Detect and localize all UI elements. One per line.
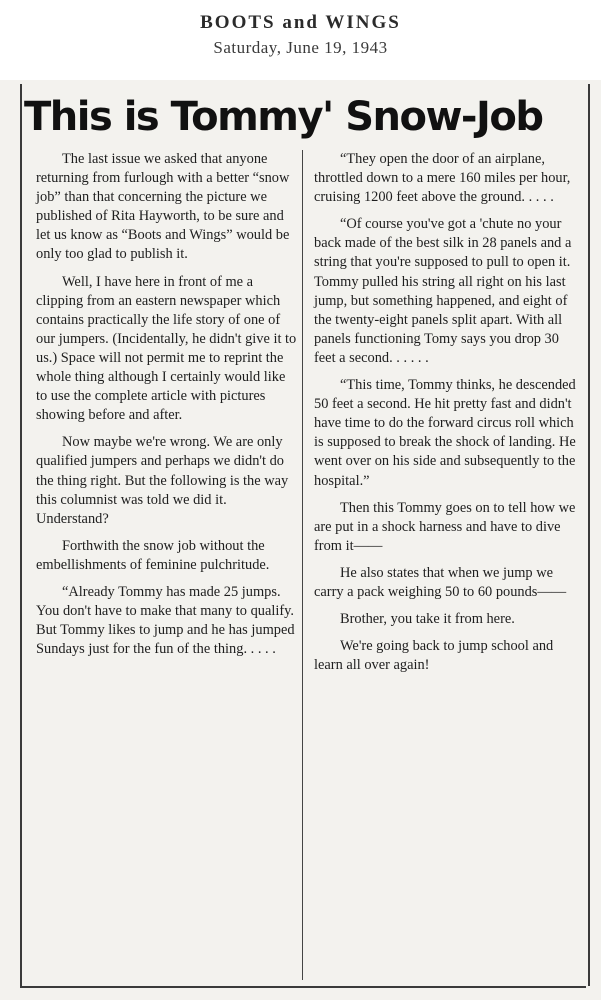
article-headline: This is Tommy' Snow-Job: [24, 94, 543, 140]
column-divider: [302, 150, 303, 980]
paragraph: The last issue we asked that anyone returning from furlough with a better “snow job” than that concerning the picture we published of Rita Hayworth, to be sure and let us know as “Boots and Wings” would be only too glad to publish it.: [36, 151, 290, 263]
paragraph: “Of course you've got a 'chute no your back made of the best silk in 28 panels and a string that you're supposed to pull to open it. Tommy pulled his string all right on his last jump, but something happened, and eight of the twenty-eight panels split apart. With all panels functioning Tomy says you drop 30 feet a second. . . . . .: [314, 216, 572, 366]
paragraph: Forthwith the snow job without the embellishments of feminine pulchritude.: [36, 537, 270, 573]
paragraph: “This time, Tommy thinks, he descended 50 feet a second. He hit pretty fast and didn't have time to do the forward circus roll which is supposed to break the shock of landing. He went over on his side and subsequently to the hospital.”: [314, 377, 576, 489]
paragraph: We're going back to jump school and learn all over again!: [314, 638, 554, 674]
paragraph: Then this Tommy goes on to tell how we are put in a shock harness and have to dive from it——: [314, 499, 576, 554]
paragraph: Well, I have here in front of me a clipping from an eastern newspaper which contains practically the life story of one of our jumpers. (Incidentally, he didn't give it to us.) Space will not permit me to reprint the whole thing although I certainly would like to use the complete article with pictures showing before and after.: [36, 273, 297, 424]
publication-name: BOOTS and WINGS: [200, 12, 401, 33]
paragraph: He also states that when we jump we carry a pack weighing 50 to 60 pounds——: [314, 564, 567, 600]
issue-date: Saturday, June 19, 1943: [213, 38, 388, 57]
article-column-left: [36, 150, 300, 667]
paragraph: Brother, you take it from here.: [340, 611, 515, 628]
bottom-rule: [20, 986, 586, 988]
article-column-right: [314, 150, 576, 683]
paragraph: Now maybe we're wrong. We are only qualified jumpers and perhaps we didn't do the thing right. But the following is the way this columnist was told we did it. Understand?: [36, 434, 289, 527]
masthead: [0, 0, 601, 80]
paragraph: “They open the door of an airplane, throttled down to a mere 160 miles per hour, cruising 1200 feet above the ground. . . . .: [314, 151, 571, 206]
paragraph: “Already Tommy has made 25 jumps. You don't have to make that many to qualify. But Tommy likes to jump and he has jumped Sundays just for the fun of the thing. . . . .: [36, 583, 295, 658]
